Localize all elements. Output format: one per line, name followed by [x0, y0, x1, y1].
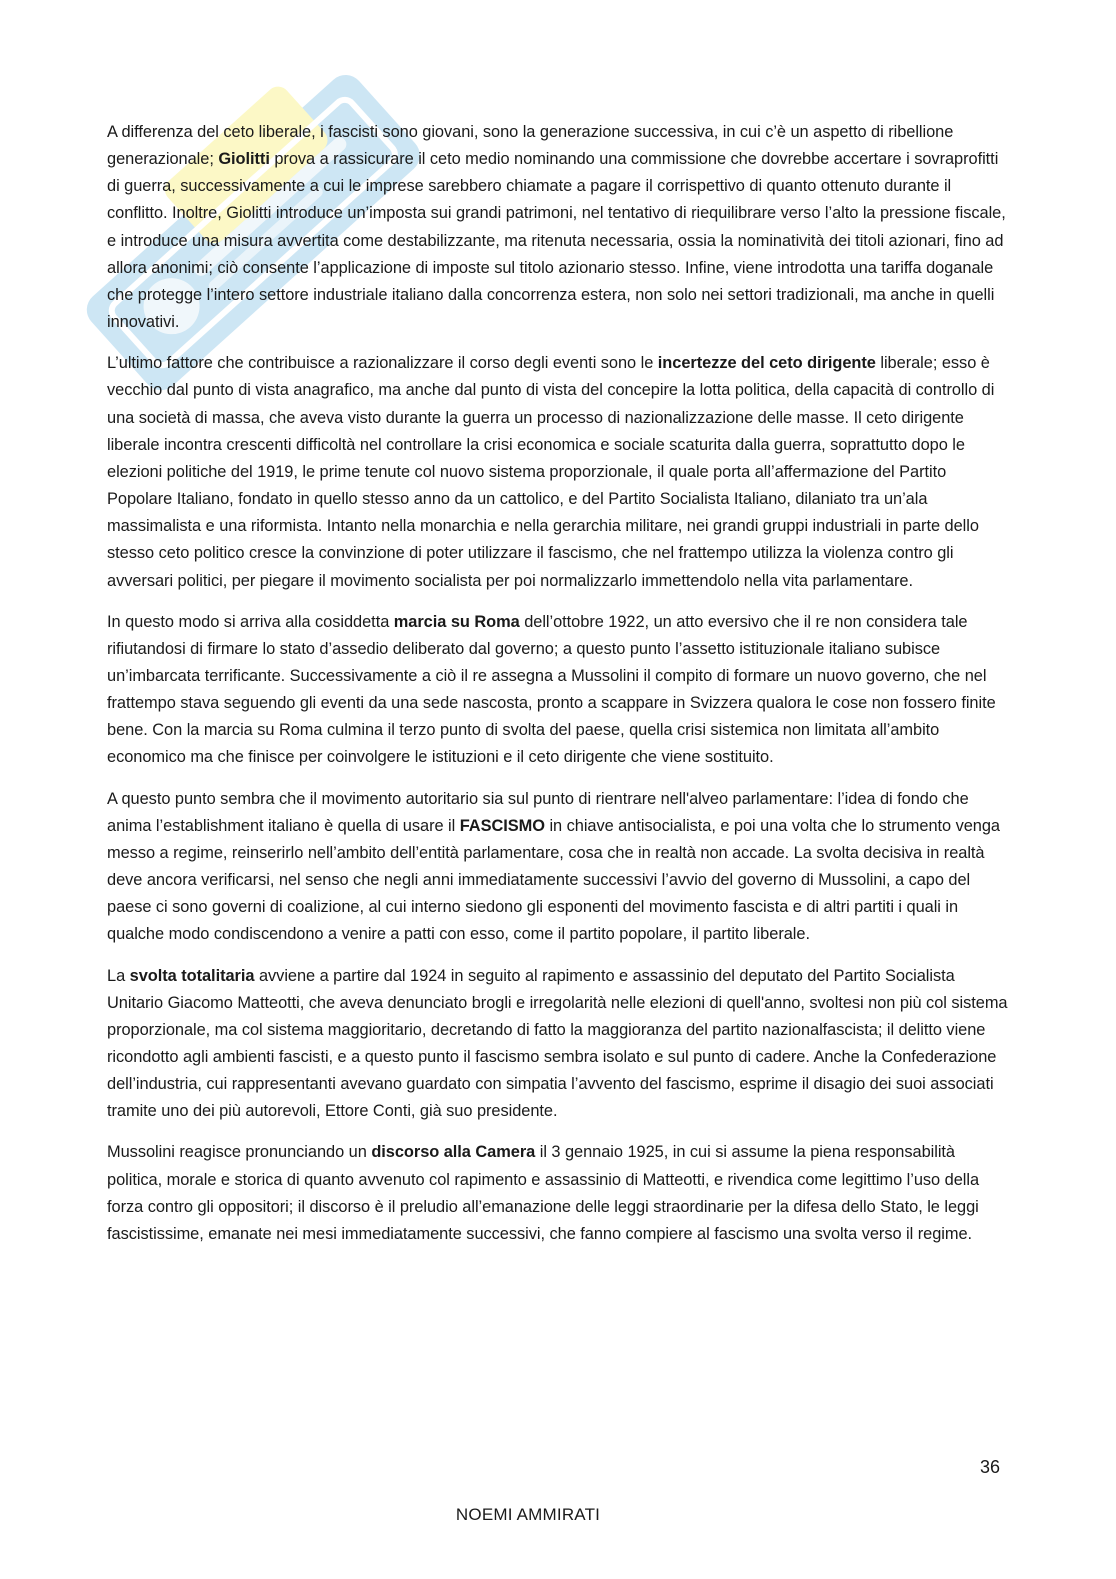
bold-text: incertezze del ceto dirigente	[657, 354, 876, 373]
paragraph	[107, 1139, 1013, 1248]
page-number: 36	[980, 1457, 1001, 1477]
text-run: A questo punto sembra che il movimento autoritario sia sul punto di rientrare nell'alveo parlamentare: l’idea di fondo che anima l’establishment italiano è quella di usare il	[107, 789, 969, 835]
paragraph	[107, 609, 1013, 772]
paragraph	[107, 350, 1013, 594]
bold-text: discorso alla Camera	[371, 1143, 536, 1162]
paragraph	[107, 119, 1013, 336]
text-run: dell’ottobre 1922, un atto eversivo che il re non considera tale rifiutandosi di firmare lo stato d’assedio deliberato dal governo; a questo punto l’assetto istituzionale italiano subisce un’imbarcata terrificante. Successivamente a ciò il re assegna a Mussolini il compito di formare un nuovo governo, che nel frattempo stava seguendo gli eventi da una sede nascosta, pronto a scappare in Svizzera qualora le cose non fossero finite bene. Con la marcia su Roma culmina il terzo punto di svolta del paese, quella crisi sistemica non limitata all’ambito economico ma che finisce per coinvolgere le istituzioni e il ceto dirigente che viene sostituito.	[107, 612, 996, 767]
footer-author: NOEMI AMMIRATI	[455, 1505, 601, 1524]
paragraph	[107, 963, 1013, 1126]
text-run: il 3 gennaio 1925, in cui si assume la piena responsabilità politica, morale e storica di quanto avvenuto col rapimento e assassinio di Matteotti, e rivendica come legittimo l’uso della forza contro gli oppositori; il discorso è il preludio all’emanazione delle leggi straordinarie per la difesa dello Stato, le leggi fascistissime, emanate nei mesi immediatamente successivi, che fanno compiere al fascismo una svolta verso il regime.	[107, 1143, 980, 1243]
bold-text: marcia su Roma	[393, 612, 520, 631]
text-run: Mussolini reagisce pronunciando un	[107, 1143, 372, 1162]
text-run: A differenza del ceto liberale, i fascisti sono giovani, sono la generazione successiva, in cui c’è un aspetto di ribellione generazionale;	[107, 123, 954, 169]
paragraph	[107, 786, 1013, 949]
text-run: avviene a partire dal 1924 in seguito al rapimento e assassinio del deputato del Partito Socialista Unitario Giacomo Matteotti, che aveva denunciato brogli e irregolarità nelle elezioni di quell'anno, svoltesi non più col sistema proporzionale, ma col sistema maggioritario, decretando di fatto la maggioranza del partito nazionalfascista; il delitto viene ricondotto agli ambienti fascisti, e a questo punto il fascismo sembra isolato e sul punto di cadere. Anche la Confederazione dell’industria, cui rappresentanti avevano guardato con simpatia l’avvento del fascismo, esprime il disagio dei suoi associati tramite uno dei più autorevoli, Ettore Conti, già suo presidente.	[107, 966, 1008, 1121]
bold-text: Giolitti	[218, 150, 270, 169]
text-run: prova a rassicurare il ceto medio nominando una commissione che dovrebbe accertare i sovraprofitti di guerra, successivamente a cui le imprese sarebbero chiamate a pagare il corrispettivo di quanto ottenuto durante il conflitto. Inoltre, Giolitti introduce un’imposta sui grandi patrimoni, nel tentativo di riequilibrare verso l’alto la pressione fiscale, e introduce una misura avvertita come destabilizzante, ma ritenuta necessaria, ossia la nominatività dei titoli azionari, fino ad allora anonimi; ciò consente l’applicazione di imposte sul titolo azionario stesso. Infine, viene introdotta una tariffa doganale che protegge l’intero settore industriale italiano dalla concorrenza estera, non solo nei settori tradizionali, ma anche in quelli innovativi.	[107, 150, 1006, 332]
document-body	[107, 119, 1013, 1262]
text-run: La	[107, 966, 130, 985]
text-run: liberale; esso è vecchio dal punto di vista anagrafico, ma anche dal punto di vista del concepire la lotta politica, della capacità di controllo di una società di massa, che aveva visto durante la guerra un processo di nazionalizzazione delle masse. Il ceto dirigente liberale incontra crescenti difficoltà nel controllare la crisi economica e sociale scaturita dalla guerra, soprattutto dopo le elezioni politiche del 1919, le prime tenute col nuovo sistema proporzionale, il quale porta all’affermazione del Partito Popolare Italiano, fondato in quello stesso anno da un cattolico, e del Partito Socialista Italiano, dilaniato tra un’ala massimalista e una riformista. Intanto nella monarchia e nella gerarchia militare, nei grandi gruppi industriali in parte dello stesso ceto politico cresce la convinzione di poter utilizzare il fascismo, che nel frattempo utilizza la violenza contro gli avversari politici, per piegare il movimento socialista per poi normalizzarlo immettendolo nella vita parlamentare.	[107, 354, 995, 590]
text-run: In questo modo si arriva alla cosiddetta	[107, 612, 394, 631]
text-run: L’ultimo fattore che contribuisce a razionalizzare il corso degli eventi sono le	[107, 354, 658, 373]
bold-text: svolta totalitaria	[129, 966, 255, 985]
bold-text: FASCISMO	[459, 816, 545, 835]
text-run: in chiave antisocialista, e poi una volta che lo strumento venga messo a regime, reinserirlo nell’ambito dell’entità parlamentare, cosa che in realtà non accade. La svolta decisiva in realtà deve ancora verificarsi, nel senso che negli anni immediatamente successivi l’avvio del governo di Mussolini, a capo del paese ci sono governi di coalizione, al cui interno siedono gli esponenti del movimento fascista e di altri partiti i quali in qualche modo condiscendono a venire a patti con esso, come il partito popolare, il partito liberale.	[107, 816, 1000, 944]
